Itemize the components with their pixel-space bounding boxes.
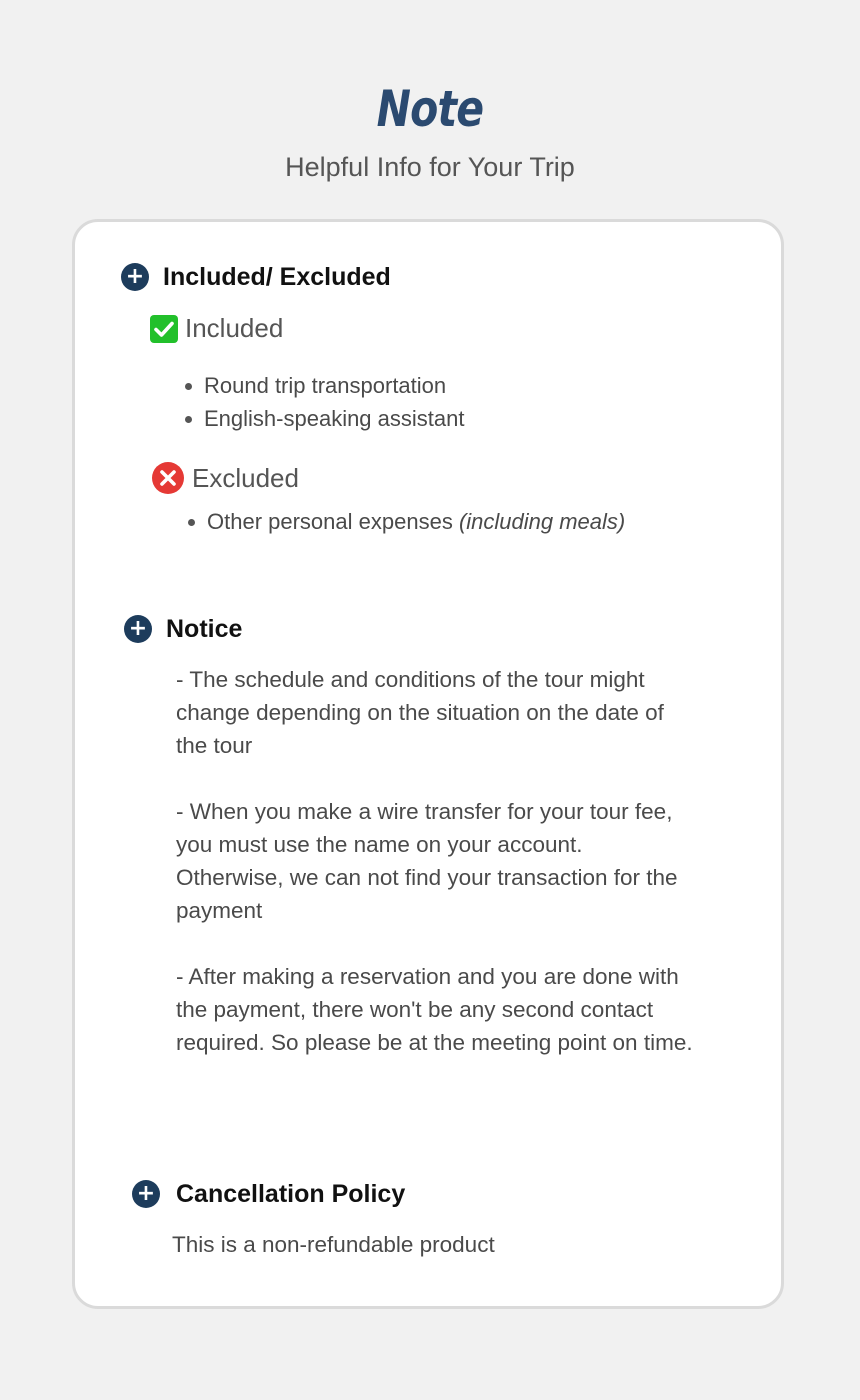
list-item	[185, 505, 625, 538]
section-title-notice[interactable]: Notice	[166, 615, 243, 643]
section-title-included-excluded[interactable]: Included/ Excluded	[163, 263, 391, 291]
excluded-list	[185, 505, 625, 538]
page-title: Note	[376, 80, 484, 138]
notice-paragraph: - After making a reservation and you are done with the payment, there won't be any second contact required. So please be at the meeting point on time.	[176, 964, 693, 1055]
excluded-item-note: (including meals)	[458, 509, 626, 534]
list-item: English-speaking assistant	[182, 402, 464, 435]
included-label: Included	[185, 313, 284, 343]
excluded-label: Excluded	[192, 463, 299, 493]
plus-circle-icon[interactable]: +	[124, 615, 152, 643]
notice-body	[176, 663, 696, 1059]
plus-circle-icon[interactable]: +	[132, 1180, 160, 1208]
info-card	[72, 219, 784, 1309]
section-title-cancellation-policy[interactable]: Cancellation Policy	[176, 1180, 406, 1208]
cancellation-policy-text: This is a non-refundable product	[172, 1232, 495, 1257]
notice-paragraph: - The schedule and conditions of the tour might change depending on the situation on the date of the tour	[176, 667, 664, 758]
included-list	[182, 369, 464, 435]
plus-circle-icon[interactable]: +	[121, 263, 149, 291]
excluded-item-text: Other personal expenses	[207, 509, 459, 534]
list-item: Round trip transportation	[182, 369, 464, 402]
page-subtitle: Helpful Info for Your Trip	[285, 152, 575, 182]
x-circle-icon	[152, 462, 184, 494]
check-box-icon	[150, 315, 178, 343]
notice-paragraph: - When you make a wire transfer for your tour fee, you must use the name on your account. Otherwise, we can not find your transaction for the payment	[176, 799, 678, 923]
